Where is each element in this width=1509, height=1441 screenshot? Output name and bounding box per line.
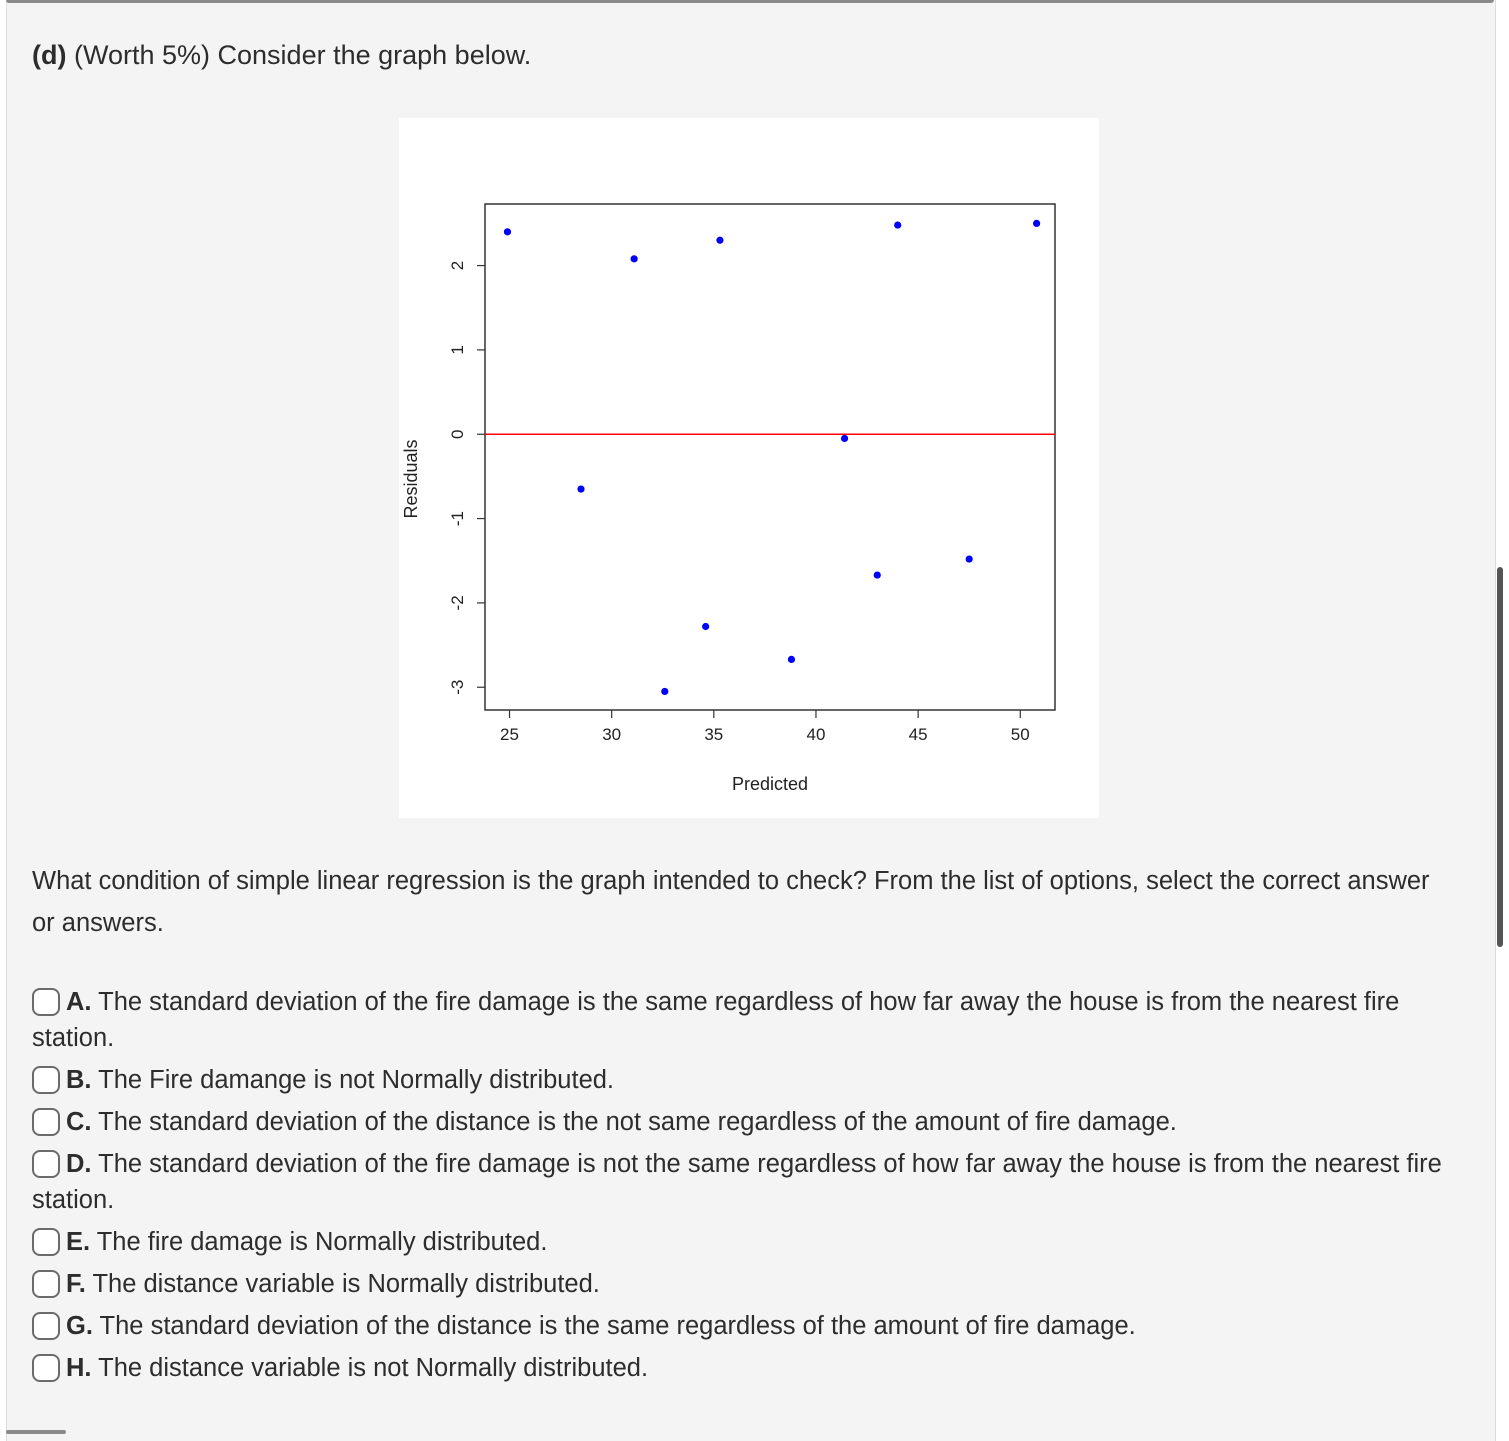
residual-point — [841, 435, 848, 442]
checkbox[interactable] — [32, 1312, 60, 1340]
x-tick-label: 25 — [500, 725, 519, 744]
option-b[interactable] — [32, 1062, 1462, 1098]
residual-point — [716, 237, 723, 244]
option-c[interactable] — [32, 1104, 1462, 1140]
plot-frame — [485, 204, 1055, 710]
checkbox[interactable] — [32, 1150, 60, 1178]
x-tick-label: 35 — [704, 725, 724, 744]
bottom-divider — [6, 1430, 66, 1434]
checkbox[interactable] — [32, 1270, 60, 1298]
option-d[interactable] — [32, 1146, 1462, 1218]
option-letter: F. — [66, 1270, 86, 1298]
x-tick-label: 50 — [1010, 725, 1030, 744]
option-text: The distance variable is Normally distributed. — [92, 1270, 600, 1298]
residual-point — [702, 623, 709, 630]
question-heading — [32, 38, 531, 72]
residual-plot-svg — [399, 118, 1099, 818]
residual-plot — [399, 118, 1099, 818]
option-g[interactable] — [32, 1308, 1462, 1344]
x-tick-label: 45 — [908, 725, 928, 744]
y-tick-label: 1 — [448, 345, 467, 355]
checkbox[interactable] — [32, 1066, 60, 1094]
y-tick-label: -2 — [448, 595, 467, 611]
x-tick-label: 30 — [602, 725, 622, 744]
option-letter: E. — [66, 1228, 91, 1256]
checkbox[interactable] — [32, 1228, 60, 1256]
residual-point — [894, 221, 901, 228]
option-letter: C. — [66, 1108, 92, 1136]
option-text: The standard deviation of the distance is the same regardless of the amount of fire damage. — [99, 1312, 1136, 1340]
option-letter: B. — [66, 1066, 92, 1094]
residual-point — [874, 571, 881, 578]
option-a[interactable] — [32, 984, 1462, 1056]
checkbox[interactable] — [32, 988, 60, 1016]
option-h[interactable] — [32, 1350, 1462, 1386]
checkbox[interactable] — [32, 1354, 60, 1382]
option-letter: G. — [66, 1312, 93, 1340]
y-tick-label: -1 — [448, 511, 467, 527]
residual-point — [577, 485, 584, 492]
option-text: The distance variable is not Normally distributed. — [98, 1354, 649, 1382]
y-axis-label: Residuals — [401, 439, 421, 519]
part-title: (Worth 5%) Consider the graph below. — [74, 40, 532, 70]
residual-point — [504, 228, 511, 235]
y-tick-label: -3 — [448, 679, 467, 695]
option-text: The Fire damange is not Normally distributed. — [98, 1066, 615, 1094]
option-letter: A. — [66, 988, 92, 1016]
option-f[interactable] — [32, 1266, 1462, 1302]
scrollbar-thumb[interactable] — [1497, 567, 1503, 947]
y-tick-label: 2 — [448, 260, 467, 271]
y-tick-label: 0 — [448, 429, 467, 439]
residual-point — [966, 555, 973, 562]
option-e[interactable] — [32, 1224, 1462, 1260]
residual-point — [788, 656, 795, 663]
residual-point — [631, 255, 638, 262]
residual-point — [1033, 220, 1040, 227]
option-text: The standard deviation of the fire damage is the same regardless of how far away the house is from the nearest fire station. — [32, 988, 1400, 1052]
part-label: (d) — [32, 40, 67, 70]
question-prompt: What condition of simple linear regression is the graph intended to check? From the list of options, select the correct answer or answers. — [32, 867, 1430, 937]
option-text: The standard deviation of the fire damage is not the same regardless of how far away the house is from the nearest fire station. — [32, 1150, 1442, 1214]
option-text: The fire damage is Normally distributed. — [96, 1228, 548, 1256]
residual-point — [661, 688, 668, 695]
checkbox[interactable] — [32, 1108, 60, 1136]
x-axis-label: Predicted — [731, 774, 809, 794]
x-tick-label: 40 — [806, 725, 826, 744]
top-divider — [6, 0, 1494, 3]
option-text: The standard deviation of the distance is the not same regardless of the amount of fire damage. — [98, 1108, 1177, 1136]
answer-options — [32, 984, 1462, 1392]
option-letter: D. — [66, 1150, 92, 1178]
option-letter: H. — [66, 1354, 92, 1382]
